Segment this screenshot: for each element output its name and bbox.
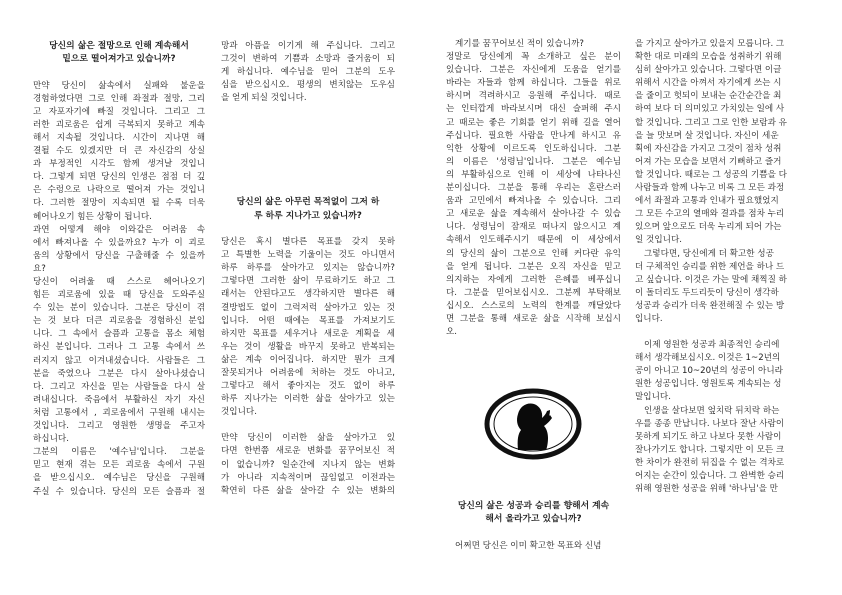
text-line: 당신이 어려울 때 스스로 헤어나오기	[33, 277, 205, 287]
text-line: 는 인터깝게 바라보시며 대신 슬퍼해 주시	[446, 104, 621, 115]
spacer	[221, 157, 395, 183]
text-line: 니다. 그 속에서 슬픔과 고통을 몸소 체험	[33, 329, 205, 340]
spacer	[221, 419, 395, 432]
column-3	[446, 38, 621, 339]
text-line: 요?	[33, 263, 46, 274]
spacer	[33, 67, 205, 80]
text-line: 처럼 고통에서 , 괴로움에서 구원해 내시는	[33, 407, 205, 418]
text-line: 인생을 살다보면 엎치락 뒤치락 하는	[644, 405, 780, 416]
text-line: 해서 지속될 것입니다. 시간이 지나면 해	[33, 132, 205, 143]
text-line: 의 당신의 삶이 그분으로 인해 커다란 유익	[446, 248, 621, 259]
text-line: 계기를 꿈꾸어보신 적이 있습니까?	[455, 39, 584, 49]
text-line: 수 있는 분이 있습니다. 그분은 당신이 겪	[33, 303, 205, 314]
text-line: 고 때로는 좋은 기회를 얻기 위해 길을 열어	[446, 117, 621, 128]
text-line: 원한 성공입니다. 영원토록 계속되는 성	[635, 379, 782, 390]
text-line: 하시며 격려하시고 응원해 주십니다. 때로	[446, 91, 621, 102]
text-line: 하루 지나가는 이러한 삶을 살아가고 있는	[221, 394, 395, 405]
text-line: 삶은 계속 이어집니다. 하지만 뭔가 크게	[221, 354, 395, 365]
text-line: 익한 상황에 이르도록 인도하십니다. 그분	[446, 143, 621, 154]
text-line: 심히 살아가고 있습니다. 그렇다면 이글	[635, 65, 782, 76]
text-line: 니다. 성령님이 잠재로 떠나지 않으시고 계	[446, 222, 621, 233]
text-line: 려내십니다. 죽음에서 부활하신 자기 자신	[33, 394, 205, 405]
text-line: 것입니다. 그리고 영원한 생명을 주고자	[33, 421, 205, 432]
text-line: 일 것입니다.	[635, 235, 682, 246]
text-line: 획에 자신감을 가지고 그것이 점차 성취	[635, 143, 782, 154]
text-line: 잘나가기도 합니다. 그렇지만 이 모든 크	[635, 444, 785, 455]
text-line: 에서 빠져나올 수 있을까요? 누가 이 괴로	[33, 237, 205, 248]
column-2	[221, 40, 395, 498]
text-line: 러지지 않고 이겨내셨습니다. 사람들은 그	[33, 355, 205, 366]
text-line: 고 싶습니다. 이것은 가는 말에 채찍질 하	[635, 274, 787, 285]
text-line: 을 가지고 살아가고 있을지 모릅니다. 그	[635, 39, 785, 49]
text-line: 위해서 시간을 아껴서 자기에게 쓰는 시	[635, 78, 782, 89]
text-line: 경험하였다면 그로 인해 좌절과 절망, 그리	[33, 93, 205, 104]
text-line: 러한 괴로움은 쉽게 극복되지 못하고 계속	[33, 119, 205, 130]
text-line: 의 부활하심으로 인해 이 세상에 나타나신	[446, 169, 621, 180]
column-3-lower	[446, 500, 621, 553]
text-line: 어쩌면 당신은 이미 확고한 목표와 신념	[455, 540, 602, 551]
section-heading-line: 해서 올라가고 있습니까?	[485, 514, 582, 525]
praying-silhouette-illustration	[484, 388, 582, 460]
text-line: 있으며 앞으로도 더욱 누리게 되어 가는	[635, 222, 782, 233]
text-line: 정말로 당신에게 꼭 소개하고 싶은 분이	[446, 52, 621, 63]
text-line: 위해 영원한 성공을 위해 '하나님'을 만	[635, 484, 778, 495]
text-line: 을 얻게 됩니다. 그분은 오직 자신을 믿고	[446, 261, 621, 272]
text-line: 있습니다. 그분은 자신에게 도움을 얻기를	[446, 65, 621, 76]
text-line: 그렇다면 그러한 삶이 무료하기도 하고 그	[221, 276, 395, 287]
text-line: 움의 상황에서 당신을 구출해줄 수 있을까	[33, 250, 205, 261]
text-line: 그렇다고 해서 좋아지는 것도 없이 하루	[221, 381, 395, 392]
text-line: 믿고 현재 겪는 모든 괴로움 속에서 구원	[33, 460, 205, 471]
text-line: 하십니다.	[33, 434, 69, 445]
text-line: 이 돌더리도 두드리듯이 당신이 생각하	[635, 287, 779, 298]
text-line: 주실 수 있습니다. 당신의 모든 슬픔과 절	[33, 486, 205, 497]
text-line: 할 것입니다. 그리고 그로 인한 보람과 유	[635, 117, 787, 128]
text-line: 고 자포자기에 빠질 것입니다. 그리고 그	[33, 106, 205, 117]
text-line: 그것이 변하여 기쁨과 소망과 즐거움이 되	[221, 54, 395, 65]
text-line: 만약 당신이 이러한 삶을 살아가고 있	[221, 433, 395, 444]
text-line: 잘못되거나 어려움에 처하는 것도 아니고,	[221, 368, 395, 378]
text-line: 다면 한번쯤 새로운 변화를 꿈꾸어보신 적	[221, 446, 395, 457]
text-line: 당신은 혹시 별다른 목표를 갖지 못하	[221, 237, 395, 248]
text-line: 분이십니다. 그분을 통해 우리는 혼란스러	[446, 183, 621, 194]
section-heading-line: 당신의 삶은 성공과 승리를 향해서 계속	[457, 501, 610, 511]
text-line: 결방법도 없이 그럭저럭 살아가고 있는 것	[221, 302, 395, 313]
text-line: 공이 아니고 10~20년의 성공이 아니라	[635, 366, 783, 377]
text-line: 결될 수도 있겠지만 더 큰 자신감의 상실	[33, 146, 205, 157]
section-heading-line: 당신의 삶은 아무런 목적없이 그저 하	[236, 197, 380, 208]
spacer	[221, 105, 395, 131]
text-line: 과 부정적인 시각도 함께 생겨날 것입니	[33, 159, 205, 170]
column-1	[33, 40, 205, 499]
text-line: 더 구체적인 승리를 위한 제언을 하나 드	[635, 261, 785, 272]
text-line: 것입니다.	[221, 407, 257, 418]
text-line: 성공과 승리가 더욱 완전해질 수 있는 방	[635, 300, 785, 311]
text-line: 우를 종종 만납니다. 나보다 잘난 사람이	[635, 418, 785, 429]
text-line: 이제 영원한 성공과 최종적인 승리에	[644, 340, 780, 351]
text-line: 을 받으십시오. 예수님은 당신을 구원해	[33, 473, 205, 484]
text-line: 십시오. 스스로의 노력의 한계를 깨달았다	[446, 300, 621, 311]
text-line: 다. 그렇게 되면 당신의 인생은 점점 더 깊	[33, 172, 205, 183]
text-line: 그 모든 수고의 열매와 결과를 점차 누리	[635, 209, 785, 220]
text-line: 오.	[446, 327, 458, 338]
text-line: 을 줄이고 헛되이 보내는 순간순간을 최	[635, 91, 782, 102]
text-line: 게 하십니다. 예수님을 믿어 그분의 도우	[221, 67, 395, 78]
text-line: 분을 죽였으나 그분은 다시 살아나셨습니	[33, 368, 205, 379]
text-line: 말입니다.	[635, 392, 671, 403]
text-line: 그렇다면, 당신에게 더 확고한 성공	[644, 248, 774, 259]
text-line: 다. 그러한 절망이 지속되면 될 수록 더욱	[33, 198, 205, 209]
text-line: 해서 생각해보십시오. 이것은 1~2년의	[635, 353, 781, 364]
text-line: 그분의 이름은 '예수님'입니다. 그분을	[33, 447, 205, 458]
text-line: 과연 어떻게 해야 이와같은 어려움 속	[33, 224, 205, 235]
text-line: 힘든 괴로움에 있을 때 당신을 도와주실	[33, 290, 205, 301]
text-line: 만약 당신이 삶속에서 실패와 불운을	[33, 80, 205, 91]
text-line: 고 새로운 삶을 계속해서 살아나갈 수 있습	[446, 209, 621, 220]
text-line: 움과 고민에서 빠져나올 수 있습니다. 그리	[446, 196, 621, 207]
text-line: 어지는 순간이 있습니다. 그 완벽한 승리	[635, 471, 785, 481]
text-line: 사람들과 함께 나누고 비록 그 모든 과정	[635, 183, 785, 194]
text-line: 고 특별한 노력을 기울이는 것도 아니면서	[221, 250, 395, 261]
text-line: 은 수렁으로 나락으로 떨어져 가는 것입니	[33, 185, 205, 196]
text-line: 다. 그리고 자신을 믿는 사람들을 다시 살	[33, 381, 205, 392]
text-line: 확한 대로 미래의 모습을 성취하기 위해	[635, 52, 782, 63]
text-line: 망과 아픔을 이기게 해 주십니다. 그리고	[221, 41, 395, 51]
column-4	[635, 38, 807, 496]
spacer	[446, 527, 621, 540]
section-heading-line: 밑으로 떨어져가고 있습니까?	[62, 54, 176, 65]
text-line: 속해서 인도해주시기 때문에 이 세상에서	[446, 235, 621, 246]
text-line: 에서 좌절과 고통과 인내가 필요했었지	[635, 196, 779, 207]
spacer	[221, 183, 395, 196]
text-line: 면 그분을 통해 새로운 삶을 시작해 보십시	[446, 313, 621, 324]
text-line: 래서는 안된다고도 생각하지만 별다른 해	[221, 289, 395, 300]
text-line: 는 것 보다 더큰 괴로움을 경험하신 분입	[33, 316, 205, 327]
text-line: 확연히 다른 삶을 살아갈 수 있는 변화의	[221, 485, 395, 496]
text-line: 하여 보다 더 의미있고 가치있는 일에 사	[635, 104, 785, 115]
text-line: 어져 가는 모습을 보면서 기뻐하고 즐거	[635, 156, 782, 167]
text-line: 입니다.	[635, 313, 663, 324]
text-line: 의 이름은 '성령님'입니다. 그분은 예수님	[446, 156, 621, 167]
text-line: 바라는 자들과 함께 하십니다. 그들을 위로	[446, 78, 621, 89]
spacer	[221, 223, 395, 236]
section-heading-line: 당신의 삶은 절망으로 인해 계속해서	[49, 41, 189, 51]
text-line: 헤어나오기 힘든 상황이 됩니다.	[33, 211, 152, 222]
spacer	[635, 326, 807, 339]
text-line: 할 것입니다. 때로는 그 성공의 기쁨을 다	[635, 169, 787, 180]
text-line: 우는 것이 생활을 바꾸지 못하고 반복되는	[221, 341, 395, 352]
text-line: 못하게 되기도 하고 나보다 못한 사람이	[635, 431, 782, 442]
section-heading-line: 루 하루 지나가고 있습니까?	[254, 210, 362, 221]
text-line: 한 차이가 완전히 뒤집을 수 없는 격차로	[635, 457, 785, 468]
text-line: 하신 분입니다. 그러나 그 고통 속에서 쓰	[33, 342, 205, 353]
text-line: 을 얻게 되실 것입니다.	[221, 93, 307, 104]
text-line: 입니다. 어떤 때에는 목표를 가져보기도	[221, 315, 395, 326]
text-line: 을 늘 맛보며 살 것입니다. 자신이 세운	[635, 130, 779, 141]
spacer	[221, 131, 395, 157]
text-line: 의지하는 자에게 그러한 은혜를 베푸십니	[446, 274, 621, 285]
text-line: 이 없습니까? 일순간에 지나지 않는 변화	[221, 459, 395, 470]
text-line: 가 아니라 지속적이며 끊임없고 이전과는	[221, 472, 395, 483]
text-line: 하루 하루를 살아가고 있지는 않습니까?	[221, 263, 395, 274]
text-line: 다. 그분을 믿어보십시오. 그분께 부탁해보	[446, 287, 621, 298]
text-line: 심을 받으십시오. 평생의 변치않는 도우심	[221, 80, 395, 91]
text-line: 주십니다. 필요한 사람을 만나게 하시고 유	[446, 130, 621, 141]
text-line: 하지만 목표를 세우거나 새로운 계획을 세	[221, 328, 395, 339]
